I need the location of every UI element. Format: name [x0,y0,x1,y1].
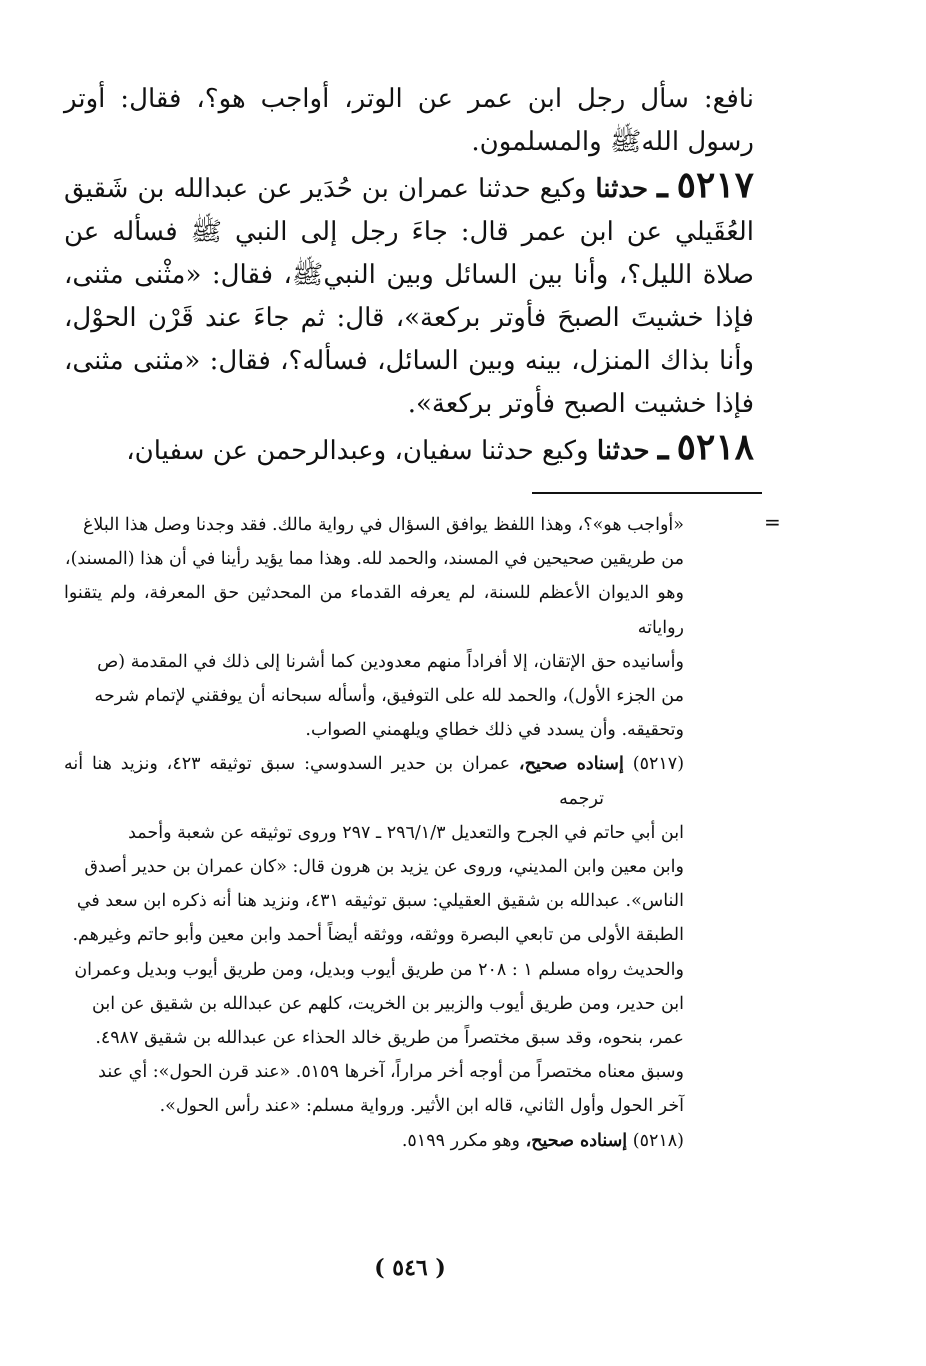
main-text [64,78,754,473]
footnote-label: (٥٢١٧) [632,754,685,775]
continuation-mark: = [764,510,781,534]
hadith-dash: ـ [657,164,668,206]
footnote-line: وابن معين وابن المديني، وروى عن يزيد بن هرون قال: «كان عمران بن حدير أصدق [84,857,684,878]
footnote-5217 [64,747,764,1123]
footnote-status: إسناده صحيح، [518,754,624,775]
footnote-line: ابن حدير، ومن طريق أيوب والزبير بن الخريت، كلهم عن عبدالله بن شقيق عن ابن [92,993,684,1014]
hadith-dash: ـ [657,426,669,468]
haddathana-word: حدثنا [596,436,650,466]
footnote-line: وسبق معناه مختصراً من أوجه أخر مراراً، آخرها ٥١٥٩. «عند قرن الحول»: أي عند [98,1062,684,1083]
hadith-text: وكيع حدثنا عمران بن حُدَير عن عبدالله بن شَقيق العُقَيلي عن ابن عمر قال: جاءَ رجل إلى النبي ﷺ فسأله عن صلاة الليل؟، وأنا بين السائل وبين النبيﷺ، فقال: «مثْنى مثنى، فإذا خشيتَ الصبحَ فأوتر بركعة»، قال: ثم جاءَ عند قَرْن الحوْل، وأنا بذاك المنزل، بينه وبين السائل، فسأله؟، فقال: «مثنى مثنى، فإذا خشيت الصبح فأوتر بركعة». [64,174,754,419]
hadith-number: ٥٢١٨ [676,426,754,468]
footnote-line: من الجزء الأول)، والحمد لله على التوفيق، وأسأله سبحانه أن يوفقني لإتمام شرحه [94,686,684,707]
footnote-line: والحديث رواه مسلم ١ : ٢٠٨ من طريق أيوب وبديل، ومن طريق أيوب وبديل وعمران [74,959,684,980]
footnote-continuation [64,508,764,747]
footnote-line: وتحقيقه. وأن يسدد في ذلك خطاي ويلهمني الصواب. [305,720,684,741]
hadith-text: وكيع حدثنا سفيان، وعبدالرحمن عن سفيان، [126,436,589,466]
footnote-label: (٥٢١٨) [632,1130,684,1151]
footnote-text: وهو مكرر ٥١٩٩. [401,1130,520,1151]
footnote-line: وهو الديوان الأعظم للسنة، لم يعرفه القدماء من المحدثين حق المعرفة، ولم يتقنوا رواياته [64,583,684,638]
footnote-text: عمران بن حدير السدوسي: سبق توثيقه ٤٢٣، ونزيد هنا أنه ترجمه [64,754,604,809]
footnote-line: وأسانيده حق الإتقان، إلا أفراداً منهم معدودين كما أشرنا إلى ذلك في المقدمة (ص [97,651,684,672]
footnote-line: الطبقة الأولى من تابعي البصرة ووثقه، ووثقه أيضاً أحمد وابن معين وأبو حاتم وغيرهم. [72,925,684,946]
footnote-status: إسناده صحيح، [525,1130,628,1151]
footnote-line: «أواجب هو»؟، وهذا اللفظ يوافق السؤال في رواية مالك. فقد وجدنا وصل هذا البلاغ [82,515,684,535]
footnote-line: ابن أبي حاتم في الجرح والتعديل ٢٩٦/١/٣ ـ ٢٩٧ وروى توثيقه عن شعبة وأحمد [128,822,684,843]
hadith-5218 [64,426,754,473]
hadith-number: ٥٢١٧ [676,164,754,206]
hadith-5217 [64,164,754,426]
footnote-separator [532,492,762,494]
footnote-line [64,1124,684,1158]
footnote-line: من طريقين صحيحين في المسند، والحمد لله. وهذا مما يؤيد رأينا في أن هذا (المسند)، [64,549,684,570]
footnote-line [64,747,684,815]
footnote-line: عمر، بنحوه، وقد سبق مختصراً من طريق خالد الحذاء عن عبدالله بن شقيق ٤٩٨٧. [95,1028,684,1049]
footnote-line: الناس». عبدالله بن شقيق العقيلي: سبق توثيقه ٤٣١، ونزيد هنا أنه ذكره ابن سعد في [76,891,684,912]
footnote-line: آخر الحول وأول الثاني، قاله ابن الأثير. ورواية مسلم: «عند رأس الحول». [159,1096,684,1117]
footnotes [64,508,764,1158]
haddathana-word: حدثنا [595,174,649,204]
hadith-5216-ending: نافع: سأل رجل ابن عمر عن الوتر، أواجب هو؟، فقال: أوتر رسول اللهﷺ والمسلمون. [64,84,754,157]
page-number: ( ٥٤٦ ) [374,1255,446,1281]
footnote-5218 [64,1124,764,1158]
